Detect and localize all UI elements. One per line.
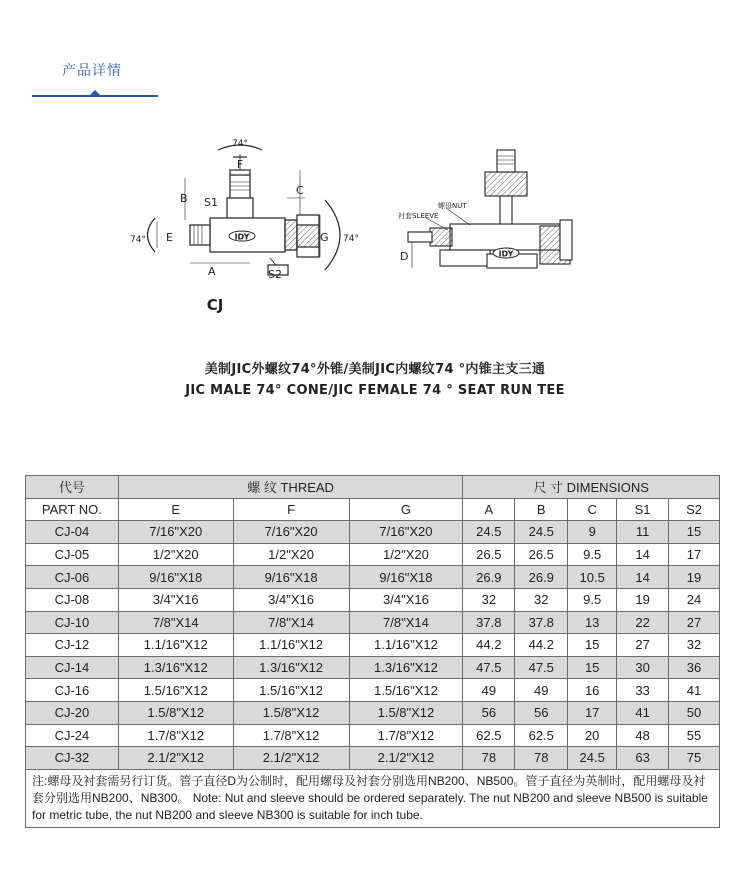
cell-c: 16: [568, 679, 617, 702]
cell-b: 78: [515, 747, 568, 770]
cell-e: 3/4"X16: [118, 588, 233, 611]
left-logo: IDY: [234, 232, 250, 242]
table-note: 注:螺母及衬套需另行订货。管子直径D为公制时，配用螺母及衬套分别选用NB200、NB500。管子直径为英制时，配用螺母及衬套分别选用NB200、NB300。 Note: Nut and sleeve should be ordered separately. The nut NB200 and sleeve NB500 is suitable for metric tube, the nut NB200 and sleeve NB300 is suitable for inch tube.: [26, 769, 720, 827]
cell-a: 26.5: [463, 543, 515, 566]
section-title: 产品详情: [62, 63, 122, 79]
cell-f: 9/16"X18: [233, 566, 349, 589]
cell-part-no: CJ-16: [26, 679, 119, 702]
left-view: [130, 139, 359, 314]
header-a: A: [463, 498, 515, 521]
angle-left-label: 74°: [130, 235, 146, 245]
cell-f: 1.5/8"X12: [233, 701, 349, 724]
table-note-row: [26, 769, 720, 827]
cell-s2: 24: [669, 588, 720, 611]
cell-s1: 22: [617, 611, 669, 634]
cell-s1: 63: [617, 747, 669, 770]
cell-c: 13: [568, 611, 617, 634]
cell-e: 7/8"X14: [118, 611, 233, 634]
cell-s1: 33: [617, 679, 669, 702]
cell-g: 1.5/16"X12: [349, 679, 463, 702]
cell-b: 56: [515, 701, 568, 724]
cell-c: 9: [568, 521, 617, 544]
cell-s2: 41: [669, 679, 720, 702]
cell-e: 7/16"X20: [118, 521, 233, 544]
header-s2: S2: [669, 498, 720, 521]
cell-a: 47.5: [463, 656, 515, 679]
a-label: A: [208, 265, 216, 278]
right-view: [398, 150, 572, 268]
cell-g: 3/4"X16: [349, 588, 463, 611]
cell-part-no: CJ-14: [26, 656, 119, 679]
cell-c: 20: [568, 724, 617, 747]
cell-f: 2.1/2"X12: [233, 747, 349, 770]
product-title-cn: 美制JIC外螺纹74°外锥/美制JIC内螺纹74 °内锥主支三通: [204, 362, 546, 377]
cell-c: 15: [568, 656, 617, 679]
cell-s2: 75: [669, 747, 720, 770]
cell-a: 44.2: [463, 634, 515, 657]
cell-a: 62.5: [463, 724, 515, 747]
cell-f: 7/8"X14: [233, 611, 349, 634]
cell-e: 1.1/16"X12: [118, 634, 233, 657]
cell-e: 9/16"X18: [118, 566, 233, 589]
table-row: [26, 747, 720, 770]
table-row: [26, 521, 720, 544]
table-row: [26, 611, 720, 634]
cell-s1: 48: [617, 724, 669, 747]
cell-g: 1/2"X20: [349, 543, 463, 566]
cell-s2: 27: [669, 611, 720, 634]
cell-b: 44.2: [515, 634, 568, 657]
header-dimensions: 尺 寸 DIMENSIONS: [463, 476, 720, 499]
cell-b: 49: [515, 679, 568, 702]
cell-s1: 14: [617, 566, 669, 589]
header-code: 代号: [26, 476, 119, 499]
nut-label: 螺母NUT: [438, 202, 467, 210]
g-label: G: [320, 231, 329, 244]
table-header-row-2: [26, 498, 720, 521]
cell-a: 32: [463, 588, 515, 611]
header-f: F: [233, 498, 349, 521]
cell-g: 1.1/16"X12: [349, 634, 463, 657]
cell-part-no: CJ-06: [26, 566, 119, 589]
cell-e: 1.5/8"X12: [118, 701, 233, 724]
cell-e: 1.5/16"X12: [118, 679, 233, 702]
table-row: [26, 656, 720, 679]
header-g: G: [349, 498, 463, 521]
d-label: D: [400, 250, 409, 263]
cell-b: 26.9: [515, 566, 568, 589]
cell-b: 32: [515, 588, 568, 611]
cell-a: 24.5: [463, 521, 515, 544]
cell-c: 17: [568, 701, 617, 724]
cell-e: 1.3/16"X12: [118, 656, 233, 679]
cell-c: 15: [568, 634, 617, 657]
cell-part-no: CJ-08: [26, 588, 119, 611]
cell-part-no: CJ-32: [26, 747, 119, 770]
cell-part-no: CJ-24: [26, 724, 119, 747]
cell-g: 2.1/2"X12: [349, 747, 463, 770]
cell-a: 49: [463, 679, 515, 702]
cell-b: 26.5: [515, 543, 568, 566]
cell-b: 24.5: [515, 521, 568, 544]
cell-c: 9.5: [568, 588, 617, 611]
cell-a: 26.9: [463, 566, 515, 589]
cell-s2: 55: [669, 724, 720, 747]
f-label: F: [236, 158, 244, 171]
table-row: [26, 543, 720, 566]
table-row: [26, 588, 720, 611]
header-c: C: [568, 498, 617, 521]
header-s1: S1: [617, 498, 669, 521]
product-titles: [0, 358, 750, 398]
cell-s2: 32: [669, 634, 720, 657]
cell-s1: 41: [617, 701, 669, 724]
cell-a: 78: [463, 747, 515, 770]
cell-c: 9.5: [568, 543, 617, 566]
cell-f: 1.7/8"X12: [233, 724, 349, 747]
section-underline: [32, 95, 158, 97]
cell-c: 10.5: [568, 566, 617, 589]
table-row: [26, 566, 720, 589]
cell-a: 37.8: [463, 611, 515, 634]
underline-caret: [90, 90, 100, 95]
cell-s2: 15: [669, 521, 720, 544]
table-row: [26, 701, 720, 724]
cell-f: 1.5/16"X12: [233, 679, 349, 702]
cell-part-no: CJ-20: [26, 701, 119, 724]
cell-g: 1.5/8"X12: [349, 701, 463, 724]
s2-label: S2: [268, 268, 282, 281]
cell-s1: 11: [617, 521, 669, 544]
product-title-en: JIC MALE 74° CONE/JIC FEMALE 74 ° SEAT RUN TEE: [185, 383, 565, 398]
header-part-no: PART NO.: [26, 498, 119, 521]
cell-f: 3/4"X16: [233, 588, 349, 611]
cell-f: 7/16"X20: [233, 521, 349, 544]
cell-b: 62.5: [515, 724, 568, 747]
angle-right-label: 74°: [343, 234, 359, 244]
cell-s2: 50: [669, 701, 720, 724]
technical-drawing: [0, 120, 750, 320]
cell-part-no: CJ-04: [26, 521, 119, 544]
cell-a: 56: [463, 701, 515, 724]
cell-g: 1.3/16"X12: [349, 656, 463, 679]
cell-g: 9/16"X18: [349, 566, 463, 589]
table-row: [26, 679, 720, 702]
header-e: E: [118, 498, 233, 521]
b-label: B: [180, 192, 188, 205]
sleeve-label: 衬套SLEEVE: [398, 212, 439, 220]
table-row: [26, 634, 720, 657]
part-code-label: CJ: [206, 296, 224, 314]
c-label: C: [296, 184, 304, 197]
cell-s2: 36: [669, 656, 720, 679]
cell-b: 47.5: [515, 656, 568, 679]
cell-s2: 19: [669, 566, 720, 589]
right-logo: IDY: [498, 249, 514, 259]
cell-e: 1/2"X20: [118, 543, 233, 566]
cell-f: 1/2"X20: [233, 543, 349, 566]
cell-g: 1.7/8"X12: [349, 724, 463, 747]
cell-s2: 17: [669, 543, 720, 566]
cell-f: 1.1/16"X12: [233, 634, 349, 657]
cell-part-no: CJ-05: [26, 543, 119, 566]
cell-s1: 14: [617, 543, 669, 566]
angle-top-label: 74°: [232, 139, 248, 149]
cell-g: 7/16"X20: [349, 521, 463, 544]
cell-c: 24.5: [568, 747, 617, 770]
e-label: E: [166, 231, 173, 244]
cell-g: 7/8"X14: [349, 611, 463, 634]
cell-f: 1.3/16"X12: [233, 656, 349, 679]
cell-e: 2.1/2"X12: [118, 747, 233, 770]
table-row: [26, 724, 720, 747]
cell-part-no: CJ-12: [26, 634, 119, 657]
table-header-row-1: [26, 476, 720, 499]
cell-part-no: CJ-10: [26, 611, 119, 634]
dimensions-table: [25, 475, 720, 828]
cell-e: 1.7/8"X12: [118, 724, 233, 747]
cell-b: 37.8: [515, 611, 568, 634]
header-b: B: [515, 498, 568, 521]
cell-s1: 19: [617, 588, 669, 611]
cell-s1: 30: [617, 656, 669, 679]
header-thread: 螺 纹 THREAD: [118, 476, 463, 499]
cell-s1: 27: [617, 634, 669, 657]
s1-label: S1: [204, 196, 218, 209]
